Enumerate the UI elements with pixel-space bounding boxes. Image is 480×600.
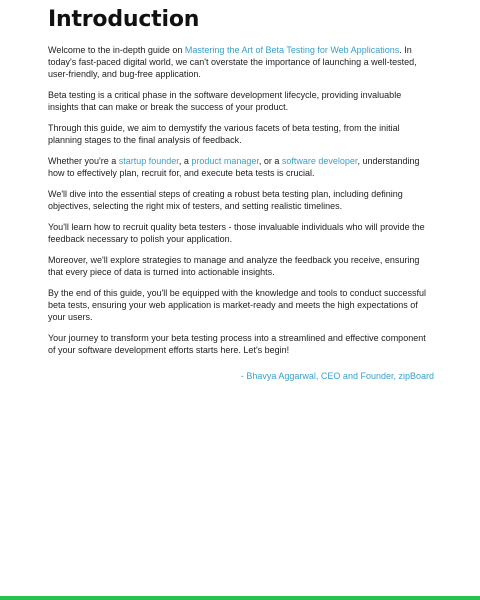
paragraph-journey: Your journey to transform your beta testing process into a streamlined and effective component of your software development efforts starts here. Let's begin! [48,333,426,355]
paragraph-welcome [48,44,434,80]
page-title: Introduction [48,7,200,32]
guide-title-link[interactable]: Mastering the Art of Beta Testing for Web Applications [184,45,400,55]
paragraph-recruit: You'll learn how to recruit quality beta testers - those invaluable individuals who will provide the feedback necessary to polish your application. [48,222,425,244]
paragraph-audience [48,155,434,179]
paragraph-plan: We'll dive into the essential steps of creating a robust beta testing plan, including defining objectives, selecting the right mix of testers, and setting realistic timelines. [48,189,403,211]
document-page [48,6,434,382]
footer-accent-bar [0,596,480,600]
paragraph-text: Whether you're a [48,156,119,166]
paragraph-demystify: Through this guide, we aim to demystify the various facets of beta testing, from the initial planning stages to the final analysis of feedback. [48,123,400,145]
paragraph-text: , or a [258,156,282,166]
paragraph-text: , understanding how to effectively plan, recruit for, and execute beta tests is crucial. [48,156,420,178]
software-developer-link[interactable]: software developer [281,156,358,166]
author-signature: - Bhavya Aggarwal, CEO and Founder, zipBoard [240,371,434,381]
paragraph-text: , a [178,156,192,166]
paragraph-outcome: By the end of this guide, you'll be equipped with the knowledge and tools to conduct successful beta tests, ensuring your web application is market-ready and meets the high expectations of your users. [48,288,426,322]
product-manager-link[interactable]: product manager [191,156,259,166]
paragraph-beta-critical: Beta testing is a critical phase in the software development lifecycle, providing invaluable insights that can make or break the success of your product. [48,90,402,112]
paragraph-feedback: Moreover, we'll explore strategies to manage and analyze the feedback you receive, ensuring that every piece of data is turned into actionable insights. [48,255,420,277]
paragraph-text: . In today's fast-paced digital world, we can't overstate the importance of launching a well-tested, user-friendly, and bug-free application. [48,45,417,79]
startup-founder-link[interactable]: startup founder [118,156,179,166]
paragraph-text: Welcome to the in-depth guide on [48,45,185,55]
